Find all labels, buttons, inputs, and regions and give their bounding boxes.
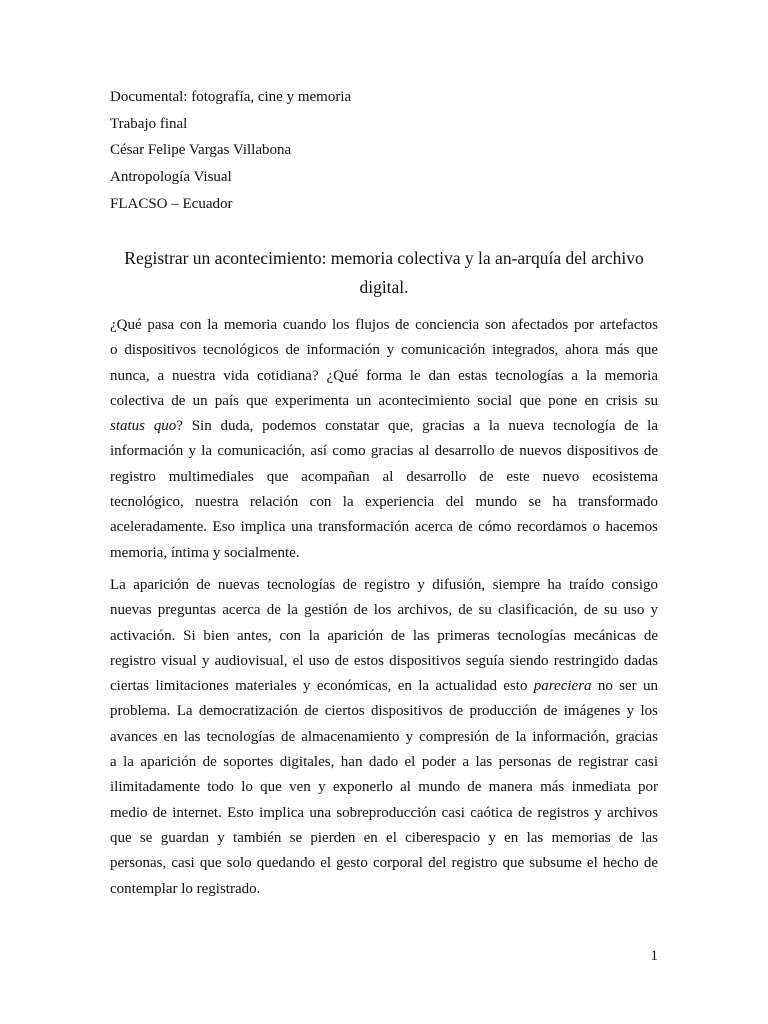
paragraph-line: registro multimediales que acompañan al desarrollo de este nuevo ecosistema: [110, 468, 658, 485]
program-name: Antropología Visual: [110, 169, 232, 186]
paragraph-line: a la aparición de soportes digitales, han dado el poder a las personas de registrar casi: [110, 754, 658, 771]
paragraph-line: nunca, a nuestra vida cotidiana? ¿Qué forma le dan estas tecnologías a la memoria: [110, 367, 658, 384]
italic-term: status quo: [110, 418, 177, 435]
paragraph-line: problema. La democratización de ciertos dispositivos de producción de imágenes y los: [110, 703, 658, 720]
paragraph-line: colectiva de un país que experimenta un acontecimiento social que pone en crisis su: [110, 392, 658, 409]
paragraph-line: activación. Si bien antes, con la aparición de las primeras tecnologías mecánicas de: [110, 627, 658, 644]
paragraph-line: tecnológico, nuestra relación con la experiencia del mundo se ha transformado: [110, 494, 658, 511]
paragraph-line: contemplar lo registrado.: [110, 880, 261, 897]
paragraph-line: que se guardan y también se pierden en el ciberespacio y en las memorias de las: [110, 829, 658, 846]
paragraph-line: ilimitadamente todo lo que ven y exponerlo al mundo de manera más inmediata por: [110, 779, 658, 796]
paragraph-line: o dispositivos tecnológicos de información y comunicación integrados, ahora más que: [110, 342, 658, 359]
paragraph-line: personas, casi que solo quedando el gesto corporal del registro que subsume el hecho de: [110, 855, 658, 872]
line-rest: ? Sin duda, podemos constatar que, gracias a la nueva tecnología de la: [176, 418, 658, 435]
paragraph-line: aceleradamente. Eso implica una transformación acerca de cómo recordamos o hacemos: [110, 519, 658, 536]
document-header: [110, 84, 658, 218]
paragraph-line: avances en las tecnologías de almacenamiento y compresión de la información, gracias: [110, 728, 658, 745]
paragraph-1: [110, 313, 658, 566]
paragraph-line: [110, 674, 658, 699]
course-name: Documental: fotografía, cine y memoria: [110, 89, 352, 105]
paragraph-line: información y la comunicación, así como gracias al desarrollo de nuevos dispositivos de: [110, 443, 658, 460]
institution-name: FLACSO – Ecuador: [110, 195, 233, 212]
paragraph-line: nuevas preguntas acerca de la gestión de los archivos, de su clasificación, de su uso y: [110, 602, 658, 619]
page-number: 1: [650, 948, 658, 964]
line-before: ciertas limitaciones materiales y económicas, en la actualidad esto: [110, 678, 534, 695]
paragraph-line: [110, 414, 658, 439]
paragraph-line: registro visual y audiovisual, el uso de estos dispositivos seguía siendo restringido dadas: [110, 652, 658, 669]
assignment-label: Trabajo final: [110, 115, 188, 132]
paragraph-line: medio de internet. Esto implica una sobreproducción casi caótica de registros y archivos: [110, 804, 658, 821]
paragraph-line: ¿Qué pasa con la memoria cuando los flujos de conciencia son afectados por artefactos: [110, 317, 658, 333]
paragraph-2: [110, 573, 658, 902]
paragraph-line: La aparición de nuevas tecnologías de registro y difusión, siempre ha traído consigo: [110, 577, 658, 593]
italic-term: pareciera: [533, 678, 592, 695]
author-name: César Felipe Vargas Villabona: [110, 142, 292, 159]
line-rest: no ser un: [591, 678, 658, 695]
paragraph-line: memoria, íntima y socialmente.: [110, 544, 300, 561]
document-title: Registrar un acontecimiento: memoria colectiva y la an-arquía del archivo digital.: [124, 248, 644, 297]
